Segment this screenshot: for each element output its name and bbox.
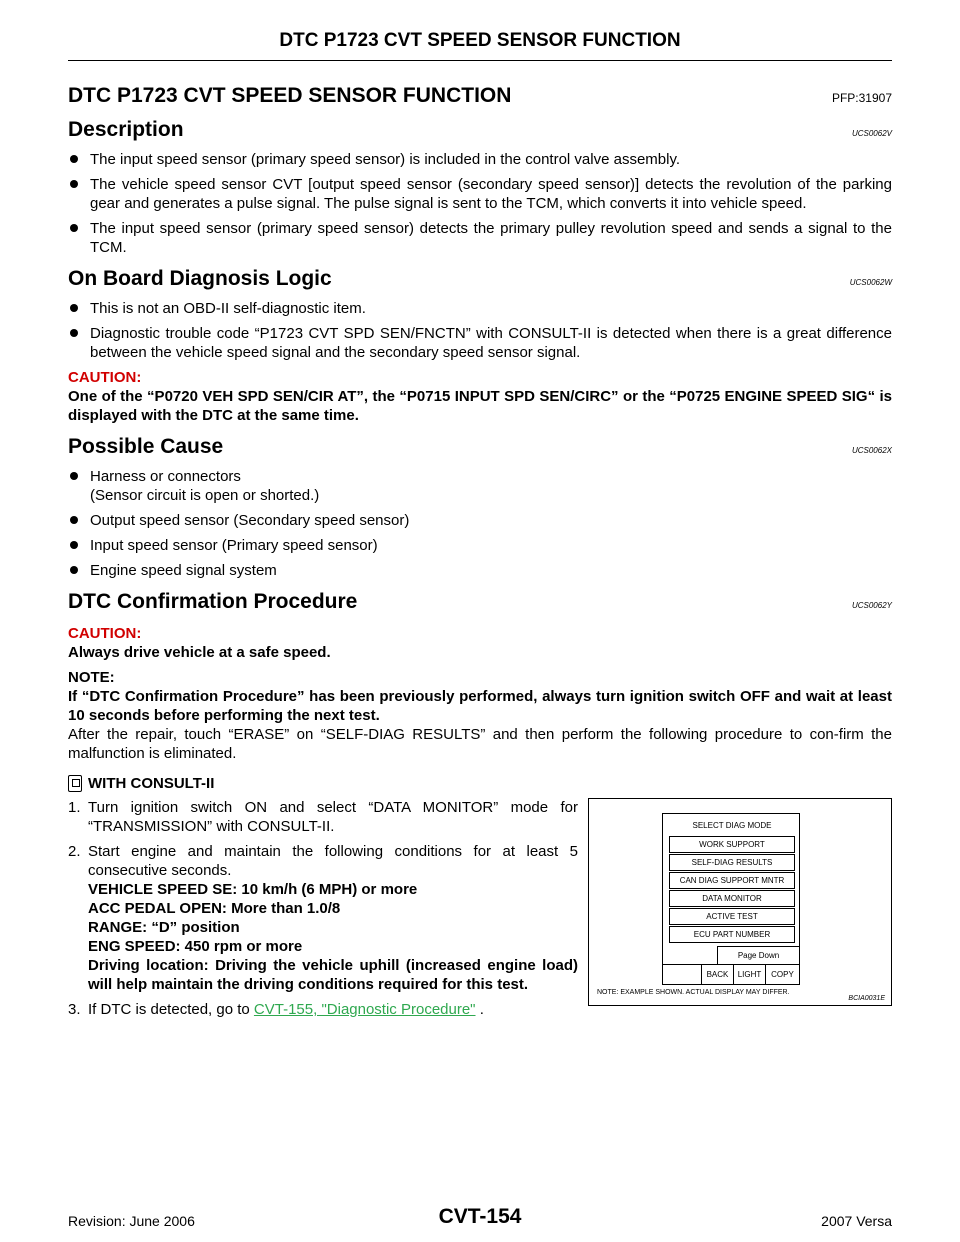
document-title-row: [68, 84, 892, 108]
page-down-key: Page Down: [717, 946, 799, 964]
condition-line: ACC PEDAL OPEN: More than 1.0/8: [88, 900, 341, 917]
footer-page-number: CVT-154: [438, 1205, 522, 1228]
footer-revision: Revision: June 2006: [68, 1213, 195, 1229]
list-item: Harness or connectors (Sensor circuit is open or shorted.): [68, 467, 892, 505]
after-repair-text: After the repair, touch “ERASE” on “SELF-DIAG RESULTS” and then perform the following procedure to con-firm the malfunction is eliminated.: [68, 726, 892, 762]
bullet-icon: [70, 472, 78, 480]
section-code: UCS0062V: [851, 129, 892, 138]
section-code: UCS0062X: [851, 446, 892, 455]
menu-item-work-support: WORK SUPPORT: [669, 836, 795, 853]
list-item: Output speed sensor (Secondary speed sensor): [68, 511, 892, 530]
section-title: Possible Cause: [68, 435, 224, 458]
menu-item-self-diag: SELF-DIAG RESULTS: [669, 854, 795, 871]
section-title: On Board Diagnosis Logic: [68, 267, 332, 290]
light-key: LIGHT: [733, 965, 765, 985]
bullet-icon: [70, 304, 78, 312]
section-code: UCS0062W: [849, 278, 892, 287]
caution-label: CAUTION:: [68, 369, 142, 386]
section-confirm-heading: [68, 590, 892, 614]
screen-key-row: [663, 964, 799, 984]
consult-tool-icon: [68, 775, 82, 792]
figure-code: BCIA0031E: [848, 995, 885, 1002]
cause-list: [68, 467, 892, 580]
bullet-icon: [70, 566, 78, 574]
step-item: 1. Turn ignition switch ON and select “DATA MONITOR” mode for “TRANSMISSION” with CONSULT-II.: [68, 799, 578, 835]
step-item: 3. If DTC is detected, go to CVT-155, "Diagnostic Procedure" .: [68, 1001, 484, 1018]
bullet-icon: [70, 329, 78, 337]
list-item: The input speed sensor (primary speed sensor) detects the primary pulley revolution speed and sends a signal to the TCM.: [68, 219, 892, 257]
bullet-icon: [70, 224, 78, 232]
bullet-icon: [70, 516, 78, 524]
bullet-icon: [70, 180, 78, 188]
consult-screen: [662, 813, 800, 985]
document-title: DTC P1723 CVT SPEED SENSOR FUNCTION: [68, 84, 512, 107]
caution-text: Always drive vehicle at a safe speed.: [68, 644, 331, 661]
description-list: [68, 150, 892, 257]
running-header: DTC P1723 CVT SPEED SENSOR FUNCTION: [279, 30, 681, 51]
back-key: BACK: [701, 965, 733, 985]
obd-list: [68, 299, 892, 362]
consult-screen-figure: [588, 798, 892, 1006]
list-item: The input speed sensor (primary speed sensor) is included in the control valve assembly.: [68, 150, 892, 169]
section-title: DTC Confirmation Procedure: [68, 590, 358, 613]
screen-title: SELECT DIAG MODE: [692, 821, 772, 830]
figure-note: NOTE: EXAMPLE SHOWN. ACTUAL DISPLAY MAY DIFFER.: [597, 989, 790, 996]
menu-item-can-diag: CAN DIAG SUPPORT MNTR: [669, 872, 795, 889]
with-consult-heading: WITH CONSULT-II: [68, 775, 892, 792]
menu-item-ecu-part: ECU PART NUMBER: [669, 926, 795, 943]
condition-line: ENG SPEED: 450 rpm or more: [88, 938, 303, 955]
header-rule: [68, 60, 892, 61]
section-obd-heading: [68, 267, 892, 291]
procedure-block: [68, 798, 892, 1019]
condition-line: VEHICLE SPEED SE: 10 km/h (6 MPH) or more: [88, 881, 418, 898]
menu-item-data-monitor: DATA MONITOR: [669, 890, 795, 907]
section-title: Description: [68, 118, 184, 141]
condition-line: RANGE: “D” position: [88, 919, 240, 936]
step-item: 2. Start engine and maintain the following conditions for at least 5 consecutive seconds. VEHICLE SPEED SE: 10 km/h (6 MPH) or more ACC PEDAL OPEN: More than 1.0/8 RANGE: “D” position ENG SPEED: 450 rpm or more Driving location: Driving the vehicle uphill (increased engine load) will help maintain the driving conditions required for this test.: [68, 843, 578, 993]
list-item: The vehicle speed sensor CVT [output speed sensor (secondary speed sensor)] detects the revolution of the parking gear and generates a pulse signal. The pulse signal is sent to the TCM, which converts it into vehicle speed.: [68, 175, 892, 213]
section-cause-heading: [68, 435, 892, 459]
pfp-code: PFP:31907: [831, 91, 892, 105]
bullet-icon: [70, 155, 78, 163]
menu-item-active-test: ACTIVE TEST: [669, 908, 795, 925]
list-item: This is not an OBD-II self-diagnostic item.: [68, 299, 892, 318]
bullet-icon: [70, 541, 78, 549]
diagnostic-procedure-link[interactable]: CVT-155, "Diagnostic Procedure": [253, 1001, 476, 1018]
list-item: Input speed sensor (Primary speed sensor): [68, 536, 892, 555]
caution-text: One of the “P0720 VEH SPD SEN/CIR AT”, the “P0715 INPUT SPD SEN/CIRC” or the “P0725 ENGINE SPEED SIG“ is displayed with the DTC at the same time.: [68, 388, 892, 424]
caution-label: CAUTION:: [68, 625, 142, 642]
list-item: Diagnostic trouble code “P1723 CVT SPD SEN/FNCTN” with CONSULT-II is detected when there is a great difference between the vehicle speed signal and the secondary speed sensor signal.: [68, 324, 892, 362]
note-text: If “DTC Confirmation Procedure” has been previously performed, always turn ignition switch OFF and wait at least 10 seconds before performing the next test.: [68, 688, 892, 724]
document-body: [68, 84, 892, 1025]
footer-model: 2007 Versa: [821, 1213, 892, 1229]
list-item: Engine speed signal system: [68, 561, 892, 580]
section-code: UCS0062Y: [851, 601, 892, 610]
procedure-steps: [68, 798, 578, 1019]
section-description-heading: [68, 118, 892, 142]
condition-line: Driving location: Driving the vehicle uphill (increased engine load) will help maintain the driving conditions required for this test.: [88, 957, 578, 993]
note-label: NOTE:: [68, 669, 115, 686]
copy-key: COPY: [765, 965, 799, 985]
